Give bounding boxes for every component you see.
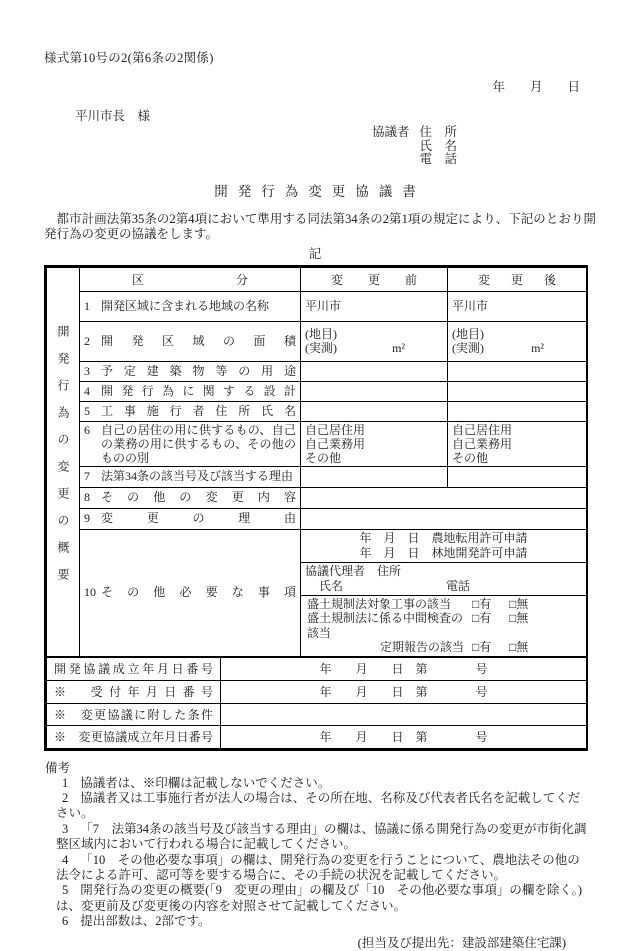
row8-content [301, 487, 587, 508]
table-row-3 [47, 361, 587, 381]
body-paragraph: 都市計画法第35条の2第4項において準用する同法第34条の2第1項の規定により、下記のとおり開発行為の変更の協議をします。 [44, 211, 596, 241]
office-use-table [46, 657, 587, 749]
survey-label: (実測) [305, 341, 337, 355]
use-option: 自己業務用 [305, 436, 366, 451]
row7-before [301, 466, 448, 487]
checkbox-yes-option: □有 [472, 640, 492, 654]
use-option: 自己業務用 [452, 436, 513, 451]
consultation-table [44, 265, 588, 751]
use-option: 自己居住用 [305, 422, 366, 437]
row-label: 自己の居住の用に供するもの、自己の業務の用に供するもの、その他のものの別 [101, 422, 296, 465]
row-label: 開発区域の面積 [101, 333, 296, 348]
note-number: 6 [62, 914, 69, 929]
row-number: 1 [84, 298, 90, 313]
check-label: 盛土規制法に係る中間検査の該当 [307, 611, 464, 640]
addressee: 平川市長 様 [75, 109, 151, 123]
row1-before: 平川市 [301, 291, 448, 321]
submission-contact: (担当及び提出先：建設部建築住宅課) [357, 935, 566, 950]
footer-row-label: 開発協議成立年月日番号 [47, 657, 221, 680]
header-after: 変更後 [448, 267, 587, 291]
table-row-8 [47, 487, 587, 508]
row-label: 工事施行者住所氏名 [101, 403, 296, 418]
row4-before [301, 381, 448, 401]
row-label: 変更の理由 [101, 511, 296, 525]
side-label-cell [47, 267, 80, 656]
side-label: 開発行為の変更の概要 [56, 324, 70, 595]
agent-cell [301, 562, 587, 595]
row6-before [301, 421, 448, 466]
row6-after [448, 421, 587, 466]
note-text: 協議者は、※印欄は記載しないでください。 [80, 775, 331, 790]
row-label: 予定建築物等の用途 [101, 363, 296, 378]
table-row-4 [47, 381, 587, 401]
applicant-role: 協議者 [372, 125, 410, 139]
footer-row-value: 年 月 日 第 号 [221, 680, 587, 703]
row1-after: 平川市 [448, 291, 587, 321]
row5-after [448, 401, 587, 421]
row-number: 6 [84, 422, 90, 437]
land-category-label: (地目) [305, 327, 337, 341]
row-number: 3 [84, 363, 90, 378]
row8-label-cell [80, 487, 301, 508]
note-text: 「10 その他必要な事項」の欄は、開発行為の変更を行うことについて、農地法その他の法令による許可、認可等を要する場合に、その手続の状況を記載してください。 [56, 852, 580, 882]
note-item [56, 914, 590, 929]
check-label: 定期報告の該当 [379, 640, 464, 654]
row-label: 開発区域に含まれる地域の名称 [101, 298, 270, 313]
checkbox-no-option: □無 [509, 611, 529, 625]
row-number: 8 [84, 490, 90, 504]
footer-row-value: 年 月 日 第 号 [221, 725, 587, 748]
table-row [47, 703, 587, 725]
document-title: 開発行為変更協議書 [214, 183, 426, 199]
row7-after [448, 466, 587, 487]
note-item [56, 822, 590, 853]
table-row-10a [47, 529, 587, 562]
agent-address-line: 協議代理者 住所 [305, 563, 402, 578]
row2-label-cell [80, 321, 301, 361]
table-row-7 [47, 466, 587, 487]
row-number: 10 [84, 585, 96, 599]
note-number: 4 [62, 852, 69, 867]
footer-row-label: ※ 変更協議に附した条件 [47, 703, 221, 725]
forest-permit-line: 年 月 日 林地開発許可申請 [359, 545, 528, 560]
use-option: その他 [452, 450, 489, 465]
row3-before [301, 361, 448, 381]
row5-before [301, 401, 448, 421]
applicant-fields [420, 126, 458, 167]
row-number: 9 [84, 511, 90, 525]
footer-row-value [221, 703, 587, 725]
note-item [56, 853, 590, 884]
row6-label-cell [80, 421, 301, 466]
area-unit: m² [392, 341, 405, 355]
regulation-checks-cell [301, 595, 587, 656]
row7-label-cell [80, 466, 301, 487]
note-text: 開発行為の変更の概要(「9 変更の理由」の欄及び「10 その他必要な事項」の欄を除く。)は、変更前及び変更後の内容を対照させて記載してください。 [56, 883, 583, 913]
row-number: 4 [84, 383, 90, 398]
note-number: 3 [62, 821, 69, 836]
check-label: 盛土規制法対象工事の該当 [307, 596, 452, 611]
table-row-6 [47, 421, 587, 466]
survey-label: (実測) [452, 341, 484, 355]
header-category: 区分 [80, 267, 301, 291]
row5-label-cell [80, 401, 301, 421]
row-label: 開発行為に関する設計 [101, 383, 296, 398]
table-row [47, 725, 587, 748]
remarks-section [44, 758, 590, 951]
row2-before [301, 321, 448, 361]
row-label: その他の変更内容 [101, 490, 296, 504]
note-item [56, 883, 590, 914]
check-line [307, 640, 546, 655]
checkbox-no-option: □無 [509, 640, 529, 654]
applicant-block [372, 126, 586, 167]
footer-row-label: ※ 受付年月日番号 [47, 680, 221, 703]
agent-phone-label: 電話 [446, 578, 471, 593]
note-text: 「7 法第34条の該当号及び該当する理由」の欄は、協議に係る開発行為の変更が市街化調整区域内において行われる場合に記載してください。 [56, 821, 587, 852]
record-mark: 記 [308, 246, 322, 261]
table-row-1 [47, 291, 587, 321]
note-number: 2 [62, 790, 69, 805]
farmland-permit-line: 年 月 日 農地転用許可申請 [359, 530, 528, 545]
applicant-phone-label: 電 話 [419, 152, 458, 166]
checkbox-yes-option: □有 [472, 596, 492, 611]
row-number: 2 [84, 333, 90, 348]
note-item [56, 791, 590, 822]
check-line [307, 611, 546, 640]
row10-label-cell [80, 529, 301, 656]
row1-label-cell [80, 291, 301, 321]
checkbox-yes-option: □有 [472, 611, 492, 625]
applicant-address-label: 住 所 [419, 125, 458, 139]
use-option: その他 [305, 450, 342, 465]
note-text: 協議者又は工事施行者が法人の場合は、その所在地、名称及び代表者氏名を記載してください。 [56, 790, 581, 821]
remarks-heading: 備考 [45, 760, 71, 775]
footer-row-value: 年 月 日 第 号 [221, 657, 587, 680]
permit-applications-cell [301, 529, 587, 562]
check-line [307, 597, 546, 612]
table-row-2 [47, 321, 587, 361]
row9-label-cell [80, 508, 301, 529]
table-row-9 [47, 508, 587, 529]
agent-name-label: 氏名 [319, 578, 344, 593]
note-item [56, 776, 590, 791]
row-number: 5 [84, 403, 90, 418]
footer-row-label: ※ 変更協議成立年月日番号 [47, 725, 221, 748]
date-line: 年 月 日 [492, 80, 580, 94]
note-text: 提出部数は、2部です。 [80, 914, 211, 929]
table-row-5 [47, 401, 587, 421]
header-before: 変更前 [301, 267, 448, 291]
table-header-row [47, 267, 587, 291]
table-row [47, 680, 587, 703]
row4-after [448, 381, 587, 401]
row-label: 法第34条の該当号及び該当する理由 [101, 469, 294, 483]
checkbox-no-option: □無 [509, 596, 529, 611]
row-number: 7 [84, 469, 90, 483]
note-number: 5 [62, 883, 69, 898]
row-label: その他必要な事項 [101, 585, 296, 599]
land-category-label: (地目) [452, 327, 484, 341]
form-number: 様式第10号の2(第6条の2関係) [44, 51, 214, 65]
change-summary-table [46, 267, 587, 657]
row9-content [301, 508, 587, 529]
row4-label-cell [80, 381, 301, 401]
use-option: 自己居住用 [452, 422, 513, 437]
table-row [47, 657, 587, 680]
area-unit: m² [531, 341, 544, 355]
row2-after [448, 321, 587, 361]
row3-after [448, 361, 587, 381]
row3-label-cell [80, 361, 301, 381]
note-number: 1 [62, 775, 69, 790]
applicant-name-label: 氏 名 [419, 138, 458, 153]
